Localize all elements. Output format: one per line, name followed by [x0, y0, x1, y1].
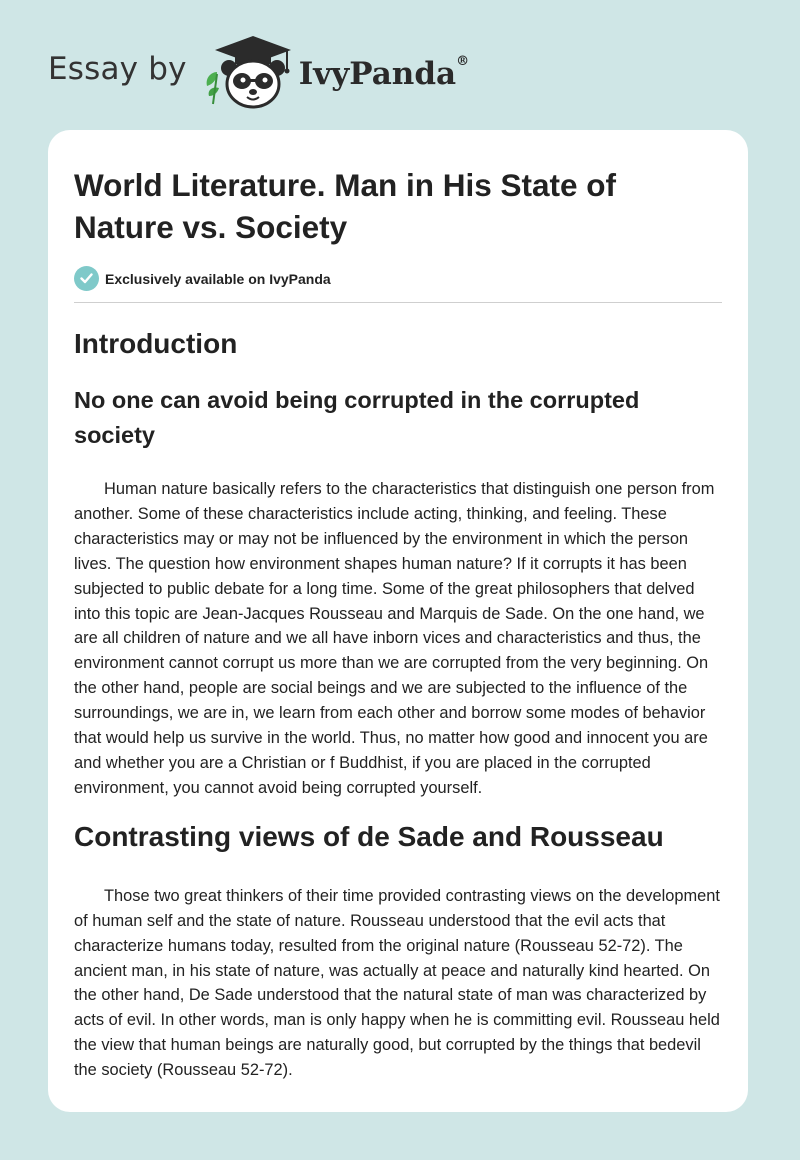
check-circle-icon [74, 266, 99, 291]
section-heading-introduction: Introduction [74, 328, 238, 359]
brand-prefix: Essay by [48, 51, 187, 87]
exclusive-badge [74, 266, 722, 291]
paragraph-contrasting-views: Those two great thinkers of their time provided contrasting views on the development of human self and the state of nature. Rousseau understood that the evil acts that characterize humans today, resulted from the original nature (Rousseau 52-72). The ancient man, in his state of nature, was actually at peace and naturally kind hearted. On the other hand, De Sade understood that the natural state of man was characterized by acts of evil. In other words, man is only happy when he is committing evil. Rousseau held the view that human beings are naturally good, but corrupted by the things that bedevil the society (Rousseau 52-72). [74, 886, 720, 1080]
section-subheading: No one can avoid being corrupted in the corrupted society [74, 387, 640, 448]
section-heading-contrasting-views: Contrasting views of de Sade and Rousseau [74, 820, 664, 852]
divider [74, 302, 722, 303]
badge-text: Exclusively available on IvyPanda [105, 270, 331, 287]
article-card [48, 130, 748, 1112]
site-logo[interactable] [48, 34, 469, 110]
panda-graduation-cap-icon [201, 34, 297, 110]
registered-mark: ® [456, 54, 470, 69]
paragraph-introduction: Human nature basically refers to the characteristics that distinguish one person from another. Some of these characteristics include acting, thinking, and feeling. These characteristics may or may not be influenced by the environment in which the person lives. The question how environment shapes human nature? If it corrupts it has been subjected to public debate for a long time. Some of the great philosophers that delved into this topic are Jean-Jacques Rousseau and Marquis de Sade. On the one hand, we are all children of nature and we all have inborn vices and characteristics and thus, the environment cannot corrupt us more than we are corrupted from the very beginning. On the other hand, people are social beings and we are subjected to the influence of the surroundings, we are in, we learn from each other and borrow some modes of behavior that would help us survive in the world. Thus, no matter how good and innocent you are and whether you are a Christian or f Buddhist, if you are placed in the corrupted environment, you cannot avoid being corrupted yourself. [74, 480, 715, 797]
brand-name: IvyPanda® [298, 54, 470, 92]
page-title: World Literature. Man in His State of Nature vs. Society [74, 167, 616, 245]
